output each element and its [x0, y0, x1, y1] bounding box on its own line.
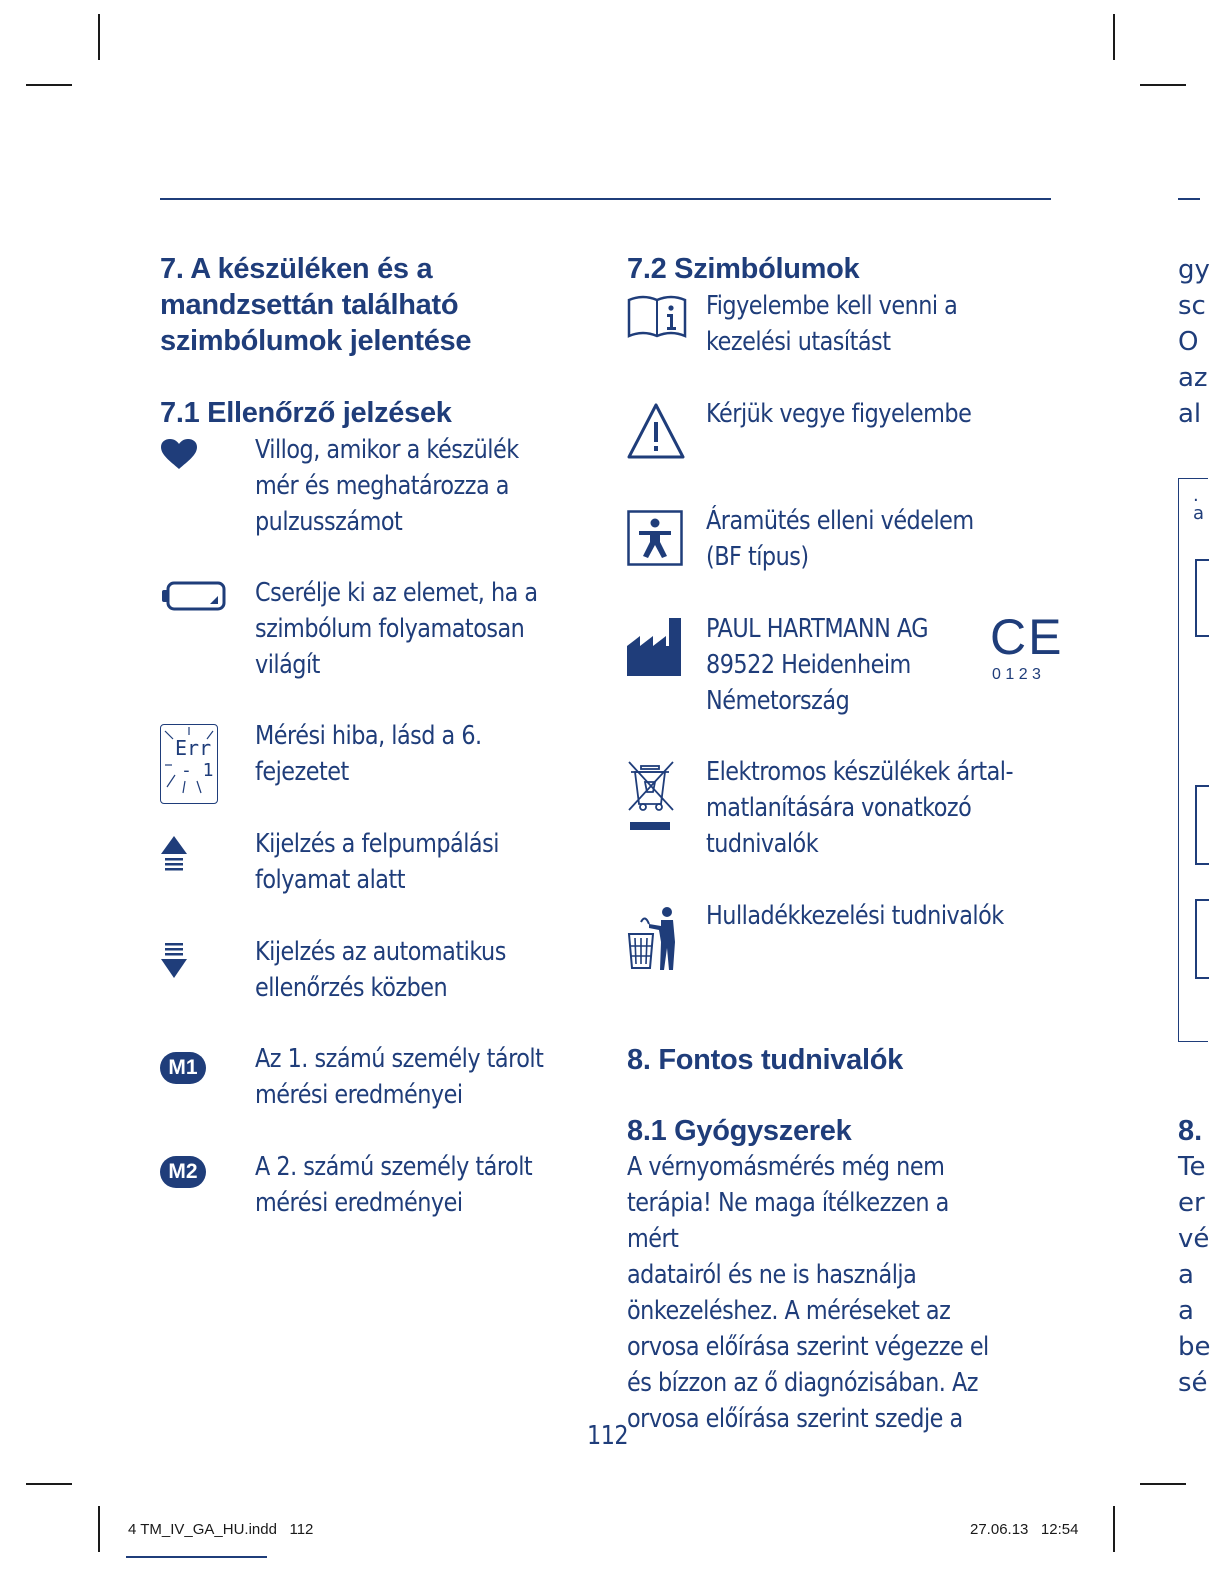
ce-mark: CE: [990, 609, 1064, 665]
section7-title: [160, 251, 600, 359]
fragment: Te: [1178, 1152, 1206, 1182]
m1-badge-icon: [160, 1052, 206, 1084]
section8-title: 8. Fontos tudnivalók: [627, 1044, 903, 1076]
footer-date: 27.06.13 12:54: [970, 1521, 1079, 1538]
line: pulzusszámot: [255, 507, 403, 537]
control-item-text: [255, 718, 482, 790]
footer-underline: [126, 1556, 267, 1558]
error-text: Err: [175, 736, 212, 760]
line: szimbólum folyamatosan: [255, 614, 525, 644]
line: terápia! Ne maga ítélkezzen a mért: [627, 1188, 949, 1254]
control-item-text: [255, 575, 538, 683]
line: matlanítására vonatkozó: [706, 793, 972, 823]
line: Kérjük vegye figyelembe: [706, 399, 972, 429]
fragment: be: [1178, 1332, 1211, 1362]
symbol-item-text: [706, 754, 1013, 862]
fragment: sé: [1178, 1368, 1208, 1398]
line: folyamat alatt: [255, 865, 405, 895]
crop-mark: [98, 1506, 100, 1552]
line: fejezetet: [255, 757, 349, 787]
line: orvosa előírása szerint szedje a: [627, 1404, 963, 1434]
inner-box: [1195, 899, 1209, 979]
symbol-item-text: [706, 611, 928, 719]
line: Németország: [706, 686, 850, 716]
fragment: O: [1178, 327, 1199, 357]
fragment: er: [1178, 1188, 1205, 1218]
symbol-item-text: [706, 503, 974, 575]
fragment: a: [1193, 503, 1205, 524]
section81-title: 8.1 Gyógyszerek: [627, 1115, 852, 1147]
m2-label: M2: [168, 1160, 198, 1183]
header-rule-next-page: [1178, 198, 1200, 200]
weee-bin-icon: [627, 760, 677, 832]
inner-box: [1195, 785, 1209, 865]
line: ellenőrzés közben: [255, 973, 448, 1003]
line: mérési eredményei: [255, 1080, 463, 1110]
line: világít: [255, 650, 320, 680]
deflation-arrow-down-icon: [160, 942, 188, 980]
section71-title: 7.1 Ellenőrző jelzések: [160, 397, 452, 429]
line: Villog, amikor a készülék: [255, 435, 519, 465]
line: mérési eredményei: [255, 1188, 463, 1218]
notified-body-number: 0 1 2 3: [992, 666, 1041, 683]
error-code: - 1: [181, 760, 214, 781]
fragment: gy: [1178, 255, 1210, 285]
control-item-text: [255, 934, 506, 1006]
fragment: a: [1178, 1260, 1194, 1290]
fragment: al: [1178, 399, 1202, 429]
line: Kijelzés az automatikus: [255, 937, 506, 967]
line: A 2. számú személy tárolt: [255, 1152, 533, 1182]
m2-badge-icon: [160, 1156, 206, 1188]
section72-title: 7.2 Szimbólumok: [627, 253, 860, 285]
next-page-heading: 8.: [1178, 1115, 1203, 1147]
line: Mérési hiba, lásd a 6.: [255, 721, 482, 751]
disposal-icon: [627, 906, 679, 972]
line: Áramütés elleni védelem: [706, 506, 974, 536]
manual-info-icon: [627, 294, 687, 340]
heart-icon: [160, 438, 198, 470]
line: és bízzon az ő diagnózisában. Az: [627, 1368, 978, 1398]
crop-mark: [1113, 1506, 1115, 1552]
manufacturer-icon: [627, 616, 681, 676]
fragment: sc: [1178, 291, 1206, 321]
next-page-fragment-bottom: [1178, 1149, 1211, 1401]
line: (BF típus): [706, 542, 809, 572]
symbol-item-text: [706, 396, 971, 432]
line: A vérnyomásmérés még nem: [627, 1152, 945, 1182]
line: tudnivalók: [706, 829, 819, 859]
line: Az 1. számú személy tárolt: [255, 1044, 544, 1074]
footer-file-info: 4 TM_IV_GA_HU.indd 112: [128, 1521, 314, 1538]
control-item-text: [255, 826, 499, 898]
fragment: az: [1178, 363, 1208, 393]
symbol-item-text: [706, 898, 1004, 934]
section81-body: [627, 1149, 997, 1437]
title-line: szimbólumok jelentése: [160, 325, 472, 357]
line: Elektromos készülékek ártal-: [706, 757, 1014, 787]
line: Cserélje ki az elemet, ha a: [255, 578, 538, 608]
line: Figyelembe kell venni a: [706, 291, 958, 321]
crop-mark: [1140, 1483, 1186, 1485]
title-line: 7. A készüléken és a: [160, 253, 433, 285]
control-item-text: [255, 1149, 532, 1221]
line: kezelési utasítást: [706, 327, 891, 357]
error-display-icon: [160, 724, 218, 804]
fragment: a: [1178, 1296, 1194, 1326]
crop-mark: [1140, 84, 1186, 86]
next-page-box: [1178, 478, 1208, 1042]
control-item-text: [255, 1041, 543, 1113]
line: orvosa előírása szerint végezze el: [627, 1332, 989, 1362]
crop-mark: [26, 84, 72, 86]
next-page-fragment-top: [1178, 252, 1210, 432]
symbol-item-text: [706, 288, 957, 360]
control-item-text: [255, 432, 519, 540]
bf-type-icon: [627, 510, 683, 566]
fragment: .: [1193, 485, 1199, 506]
m1-label: M1: [168, 1056, 198, 1079]
header-rule: [160, 198, 1051, 200]
battery-icon: [160, 580, 228, 612]
title-line: mandzsettán található: [160, 289, 459, 321]
line: Kijelzés a felpumpálási: [255, 829, 499, 859]
crop-mark: [1113, 14, 1115, 60]
line: 89522 Heidenheim: [706, 650, 911, 680]
line: PAUL HARTMANN AG: [706, 614, 929, 644]
warning-triangle-icon: [627, 402, 685, 460]
line: Hulladékkezelési tudnivalók: [706, 901, 1004, 931]
page-number: 112: [587, 1421, 629, 1451]
crop-mark: [26, 1483, 72, 1485]
line: önkezeléshez. A méréseket az: [627, 1296, 951, 1326]
line: adatairól és ne is használja: [627, 1260, 917, 1290]
crop-mark: [98, 14, 100, 60]
fragment: vé: [1178, 1224, 1210, 1254]
line: mér és meghatározza a: [255, 471, 509, 501]
inflation-arrow-up-icon: [160, 834, 188, 872]
inner-box: [1195, 559, 1209, 637]
